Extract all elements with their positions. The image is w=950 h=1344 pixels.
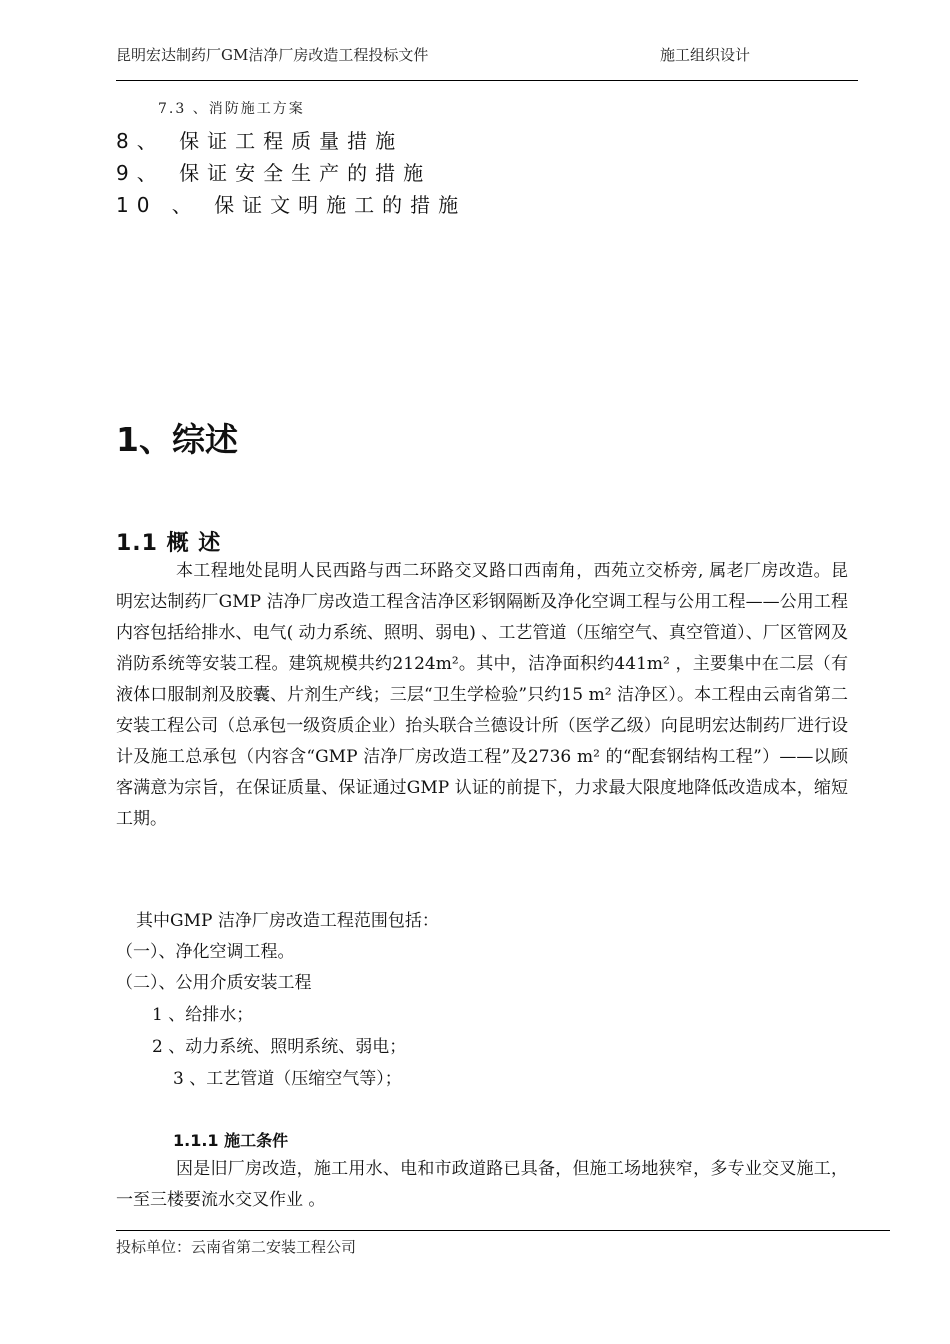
- scope-intro: 其中GMP 洁净厂房改造工程范围包括：: [136, 911, 439, 931]
- footer-bidder: 投标单位：云南省第二安装工程公司: [116, 1238, 357, 1256]
- section-1-1-paragraph: 本工程地处昆明人民西路与西二环路交叉路口西南角，西苑立交桥旁, 属老厂房改造。昆明宏达制药厂GMP 洁净厂房改造工程含洁净区彩钢隔断及净化空调工程与公用工程——公用工程内容包括给排水、电气( 动力系统、照明、弱电) 、工艺管道（压缩空气、真空管道）、厂区管网及消防系统等安装工程。建筑规模共约2124m²。其中，洁净面积约441m² ，主要集中在二层（有液体口服制剂及胶囊、片剂生产线；三层“卫生学检验”只约15 m² 洁净区）。本工程由云南省第二安装工程公司（总承包一级资质企业）抬头联合兰德设计所（医学乙级）向昆明宏达制药厂进行设计及施工总承包（内容含“GMP 洁净厂房改造工程”及2736 m² 的“配套钢结构工程”）——以顾客满意为宗旨，在保证质量、保证通过GMP 认证的前提下，力求最大限度地降低改造成本，缩短工期。: [116, 561, 848, 829]
- scope-subitem-1: 1 、给排水；: [152, 1005, 254, 1025]
- scope-subitem-3: 3 、工艺管道（压缩空气等）；: [173, 1069, 402, 1089]
- header-section-title: 施工组织设计: [660, 46, 751, 64]
- toc-item-10: 10 、 保证文明施工的措施: [116, 193, 467, 217]
- section-1-1-1-paragraph: 因是旧厂房改造，施工用水、电和市政道路已具备，但施工场地狭窄，多专业交叉施工，一至三楼要流水交叉作业 。: [116, 1159, 848, 1210]
- scope-item-2: （二）、公用介质安装工程: [116, 973, 312, 993]
- header-rule: [116, 80, 858, 81]
- header-doc-title: 昆明宏达制药厂GM洁净厂房改造工程投标文件: [116, 46, 429, 64]
- footer-rule: [116, 1230, 890, 1231]
- toc-item-7-3: 7.3 、消防施工方案: [158, 101, 305, 117]
- section-1-1-heading: 1.1 概 述: [116, 531, 222, 556]
- section-1-heading: 1、综述: [116, 420, 238, 459]
- section-1-1-1-heading: 1.1.1 施工条件: [173, 1131, 289, 1150]
- scope-item-1: （一）、净化空调工程。: [116, 942, 295, 962]
- scope-subitem-2: 2 、动力系统、照明系统、弱电；: [152, 1037, 407, 1057]
- toc-item-8: 8、 保证工程质量措施: [116, 129, 404, 153]
- toc-item-9: 9、 保证安全生产的措施: [116, 161, 432, 185]
